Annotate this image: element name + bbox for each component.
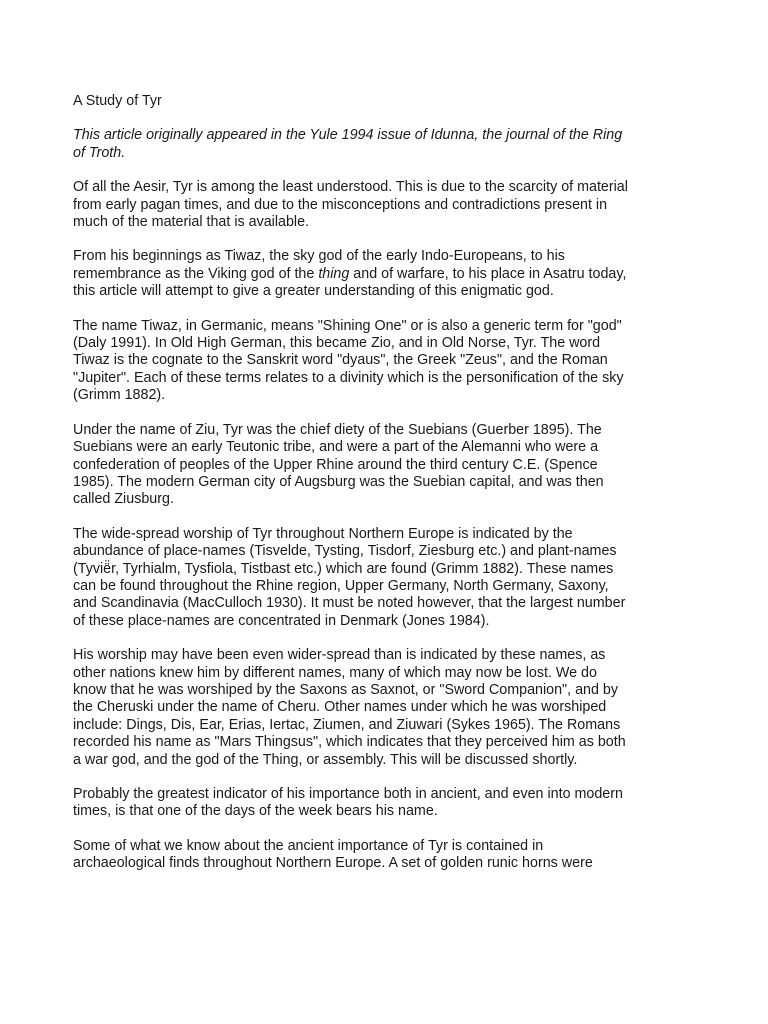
paragraph-3: The name Tiwaz, in Germanic, means "Shining One" or is also a generic term for "god" (Daly 1991). In Old High German, this became Zio, and in Old Norse, Tyr. The word Tiwaz is the cognate to the Sanskrit word "dyaus", the Greek "Zeus", and the Roman "Jupiter". Each of these terms relates to a divinity which is the personification of the sky (Grimm 1882). <box>73 317 624 404</box>
document-page <box>73 93 633 890</box>
paragraph-4: Under the name of Ziu, Tyr was the chief diety of the Suebians (Guerber 1895). The Suebians were an early Teutonic tribe, and were a part of the Alemanni who were a confederation of peoples of the Upper Rhine around the third century C.E. (Spence 1985). The modern German city of Augsburg was the Suebian capital, and was then called Ziusburg. <box>73 421 604 508</box>
paragraph-2-before: From his beginnings as Tiwaz, the sky god of the early Indo-Europeans, to his remembrance as the Viking god of the <box>73 248 565 282</box>
paragraph-1: Of all the Aesir, Tyr is among the least understood. This is due to the scarcity of material from early pagan times, and due to the misconceptions and contradictions present in much of the material that is available. <box>73 179 628 231</box>
paragraph-2-emphasis: thing <box>318 265 350 282</box>
paragraph-5: The wide-spread worship of Tyr throughout Northern Europe is indicated by the abundance of place-names (Tisvelde, Tysting, Tisdorf, Ziesburg etc.) and plant-names (Tyvië̈r, Tyrhialm, Tysfiola, Tistbast etc.) which are found (Grimm 1882). These names can be found throughout the Rhine region, Upper Germany, North Germany, Saxony, and Scandinavia (MacCulloch 1930). It must be noted however, that the largest number of these place-names are concentrated in Denmark (Jones 1984). <box>73 525 626 629</box>
document-title: A Study of Tyr <box>73 93 162 109</box>
intro-note: This article originally appeared in the Yule 1994 issue of Idunna, the journal of the Ring of Troth. <box>73 127 623 161</box>
paragraph-8: Some of what we know about the ancient importance of Tyr is contained in archaeological finds throughout Northern Europe. A set of golden runic horns were <box>73 837 593 872</box>
paragraph-6: His worship may have been even wider-spread than is indicated by these names, as other nations knew him by different names, many of which may now be lost. We do know that he was worshiped by the Saxons as Saxnot, or "Sword Companion", and by the Cheruski under the name of Cheru. Other names under which he was worshiped include: Dings, Dis, Ear, Erias, Iertac, Ziumen, and Ziuwari (Sykes 1965). The Romans recorded his name as "Mars Thingsus", which indicates that they perceived him as both a war god, and the god of the Thing, or assembly. This will be discussed shortly. <box>73 647 626 768</box>
paragraph-2-after: and of warfare, to his place in Asatru today, this article will attempt to give a greater understanding of this enigmatic god. <box>73 265 627 300</box>
paragraph-7: Probably the greatest indicator of his importance both in ancient, and even into modern times, is that one of the days of the week bears his name. <box>73 786 623 820</box>
paragraph-2 <box>73 248 633 300</box>
